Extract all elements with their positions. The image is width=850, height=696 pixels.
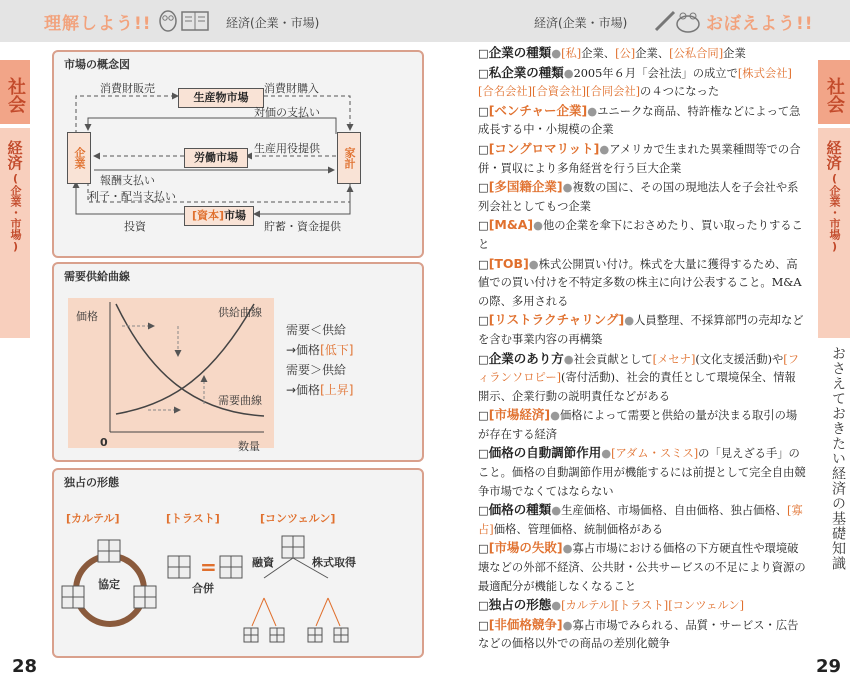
term-list — [478, 44, 806, 654]
left-header-title: 理解しよう!! — [44, 14, 152, 34]
term-item — [478, 178, 806, 216]
checkbox-icon[interactable]: □ — [478, 504, 489, 518]
bullet-icon: ● — [587, 104, 598, 118]
term-title: 独占の形態 — [488, 597, 552, 613]
term-body: 株式公開買い付け。株式を大量に獲得するため、高値での買い付けを不特定多数の株主に向け公表すること。M&Aの際、多用される — [478, 257, 802, 308]
label-labor: 生産用役提供 — [254, 142, 320, 155]
keyword: [コンツェルン] — [668, 599, 745, 613]
term-body: 複数の国に、その国の現地法人を子会社や系列会社としてもつ企業 — [478, 181, 799, 213]
checkbox-icon[interactable]: □ — [478, 181, 489, 195]
term-body: 社会貢献として — [573, 352, 653, 366]
checkbox-icon[interactable]: □ — [478, 542, 489, 556]
keyword: [合名会社] — [478, 85, 533, 99]
term-title: [市場経済] — [488, 407, 551, 423]
keyword: [株式会社] — [737, 66, 792, 80]
term-title: [ベンチャー企業] — [488, 102, 588, 118]
trust-label: [トラスト] — [166, 512, 220, 525]
x-axis-label: 数量 — [238, 440, 260, 453]
label-buy: 消費財購入 — [264, 82, 319, 95]
left-header-subject: 経済(企業・市場) — [226, 16, 320, 30]
right-header-subject: 経済(企業・市場) — [534, 16, 628, 30]
term-title: 企業の種類 — [488, 45, 552, 60]
keyword: [私] — [561, 47, 582, 60]
label-sale: 消費財販売 — [100, 82, 155, 95]
monopoly-title: 独占の形態 — [64, 476, 119, 489]
bullet-icon: ● — [528, 257, 539, 271]
term-title: 企業のあり方 — [488, 350, 564, 366]
bullet-icon: ● — [550, 409, 560, 423]
checkbox-icon[interactable]: □ — [478, 47, 489, 60]
term-body: 生産価格、市場価格、自由価格、独占価格、 — [561, 504, 788, 518]
left-tab-keizai — [0, 128, 30, 338]
term-title: 私企業の種類 — [488, 64, 564, 80]
monopoly-panel — [52, 468, 424, 658]
term-title: [多国籍企業] — [488, 179, 563, 195]
term-item — [478, 216, 806, 254]
market-concept-panel — [52, 50, 424, 258]
term-body: 人員整理、不採算部門の売却などを含む事業内容の再構築 — [478, 314, 804, 346]
keyword: [トラスト] — [614, 599, 669, 613]
label-interest: 利子・配当支払い — [88, 190, 176, 203]
term-body: 企業、 — [635, 47, 670, 60]
rule-line-3: 需要＞供給 — [286, 363, 347, 377]
term-title: [リストラクチャリング] — [488, 312, 625, 328]
keyword: [寡占] — [478, 504, 803, 536]
left-tab-keizai-label: 経済 — [5, 140, 24, 170]
right-tab-shakai: 社会 — [818, 60, 850, 124]
term-item — [478, 501, 806, 539]
konzern-label: [コンツェルン] — [260, 512, 336, 525]
term-item — [478, 255, 806, 312]
term-title: 価格の自動調節作用 — [488, 445, 602, 461]
left-tab-keizai-sub: (企業・市場) — [9, 172, 22, 253]
term-body: の４つになった — [640, 85, 720, 99]
term-title: [コングロマリット] — [488, 140, 600, 156]
market-concept-title: 市場の概念図 — [64, 58, 130, 71]
rule-rise: 上昇 — [324, 383, 349, 397]
bullet-icon: ● — [551, 599, 562, 613]
checkbox-icon[interactable]: □ — [478, 447, 489, 461]
term-title: [非価格競争] — [488, 616, 563, 632]
market-label: 市場 — [224, 209, 247, 222]
term-body: 企業 — [723, 47, 746, 60]
term-body: 2005年６月「会社法」の成立で — [573, 66, 738, 80]
checkbox-icon[interactable]: □ — [478, 409, 489, 423]
keyword: [アダム・スミス] — [611, 447, 699, 461]
rule-fall: 低下 — [324, 343, 349, 357]
yushi-label: 融資 — [252, 556, 274, 569]
label-invest: 投資 — [124, 220, 146, 233]
bullet-icon: ● — [533, 219, 543, 233]
keyword: [合同会社] — [586, 85, 641, 99]
keyword: [公] — [615, 47, 636, 60]
bullet-icon: ● — [551, 47, 562, 60]
product-market-box: 生産物市場 — [178, 88, 264, 108]
rule-line-2: →価格 — [286, 343, 321, 357]
term-body: の「見えざる手」のこと。価格の自動調節作用が機能するには前提として完全自由競争市場でなくてはならない — [478, 447, 806, 498]
right-tab-keizai-label: 経済 — [824, 140, 843, 170]
owl-book-icon — [158, 8, 212, 34]
origin-label: 0 — [100, 436, 108, 449]
checkbox-icon[interactable]: □ — [478, 314, 489, 328]
kabushiki-label: 株式取得 — [312, 556, 356, 569]
supply-curve-label: 供給曲線 — [218, 306, 262, 319]
labor-market-box: 労働市場 — [184, 148, 248, 168]
term-item — [478, 539, 806, 596]
term-title: 価格の種類 — [488, 502, 552, 518]
page-number-left: 28 — [12, 656, 38, 677]
term-title: [市場の失敗] — [488, 540, 563, 556]
term-item — [478, 64, 806, 102]
rule-line-4: →価格 — [286, 383, 321, 397]
keyword: [合資会社] — [532, 85, 587, 99]
term-item — [478, 406, 806, 444]
bullet-icon: ● — [601, 447, 612, 461]
supply-demand-title: 需要供給曲線 — [64, 270, 130, 283]
bullet-icon: ● — [562, 542, 573, 556]
term-body: (寄付活動)、社会的責任として環境保全、情報開示、企業行動の説明責任などがある — [478, 371, 796, 403]
term-item — [478, 444, 806, 501]
bullet-icon: ● — [562, 618, 573, 632]
left-tab-shakai: 社会 — [0, 60, 30, 124]
term-body: アメリカで生まれた異業種間等での合併・買収により多角経営を行う巨大企業 — [478, 142, 801, 175]
rule-line-1: 需要＜供給 — [286, 323, 347, 337]
term-body: 他の企業を傘下におさめたり、買い取ったりすること — [478, 219, 803, 251]
bullet-icon: ● — [563, 66, 574, 80]
demand-curve-label: 需要曲線 — [218, 394, 262, 407]
checkbox-icon[interactable]: □ — [478, 618, 489, 632]
checkbox-icon[interactable]: □ — [478, 352, 489, 366]
label-savings: 貯蓄・資金提供 — [264, 220, 341, 233]
term-body: 寡占市場における価格の下方硬直性や環境破壊などの外部不経済、公共財・公共サービスの不足により資源の最適配分が機能しなくなること — [478, 542, 806, 593]
term-item — [478, 311, 806, 349]
keyword: [メセナ] — [652, 352, 696, 366]
keyword: [公私合同] — [669, 47, 724, 60]
supply-demand-chart — [54, 264, 422, 460]
term-body: 寡占市場でみられる、品質・サービス・広告などの価格以外での商品の差別化競争 — [478, 618, 799, 651]
bullet-icon: ● — [624, 314, 635, 328]
bullet-icon: ● — [551, 504, 562, 518]
right-header-title: おぼえよう!! — [706, 14, 814, 34]
checkbox-icon[interactable]: □ — [478, 257, 489, 271]
kakei-label: 家計 — [343, 147, 356, 169]
term-item — [478, 350, 806, 407]
supply-demand-panel — [52, 262, 424, 462]
term-title: [M&A] — [488, 217, 534, 233]
kigyo-label: 企業 — [73, 147, 86, 169]
term-item — [478, 44, 806, 64]
label-pay: 対価の支払い — [254, 106, 320, 119]
bullet-icon: ● — [599, 142, 610, 156]
checkbox-icon[interactable]: □ — [478, 142, 489, 156]
term-body: ユニークな商品、特許権などによって急成長する中・小規模の企業 — [478, 104, 801, 137]
bullet-icon: ● — [563, 352, 574, 366]
page-number-right: 29 — [816, 656, 842, 677]
right-tab-keizai — [818, 128, 850, 338]
right-tab-keizai-sub: (企業・市場) — [828, 172, 841, 253]
term-item — [478, 140, 806, 178]
keyword: [カルテル] — [561, 599, 615, 613]
price-rule-text: 需要＜供給 →価格[低下] 需要＞供給 →価格[上昇] — [286, 320, 353, 400]
capital-label: 資本 — [197, 209, 219, 222]
svg-text:=: = — [200, 555, 217, 579]
checkbox-icon[interactable]: □ — [478, 104, 489, 118]
pencil-frog-icon — [652, 8, 702, 34]
term-body: (文化支援活動)や — [695, 352, 784, 366]
checkbox-icon[interactable]: □ — [478, 219, 489, 233]
monopoly-diagram — [54, 470, 422, 656]
term-title: [TOB] — [488, 255, 529, 271]
kyotei-label: 協定 — [98, 578, 120, 591]
term-item — [478, 102, 806, 140]
keyword: [フィランソロピー] — [478, 352, 799, 385]
label-wage: 報酬支払い — [100, 174, 155, 187]
term-item — [478, 616, 806, 654]
kigyo-box — [67, 132, 91, 184]
y-axis-label: 価格 — [76, 310, 98, 323]
checkbox-icon[interactable]: □ — [478, 599, 489, 613]
checkbox-icon[interactable]: □ — [478, 66, 489, 80]
term-item — [478, 596, 806, 616]
term-body: 企業、 — [581, 47, 616, 60]
term-body: 価格によって需要と供給の量が決まる取引の場が存在する経済 — [478, 409, 798, 441]
capital-market-box: [資本]市場 — [184, 206, 254, 226]
cartel-label: [カルテル] — [66, 512, 120, 525]
term-body: 価格、管理価格、統制価格がある — [493, 522, 664, 536]
gappei-label: 合併 — [192, 582, 214, 595]
bullet-icon: ● — [562, 181, 573, 195]
vertical-note: おさえておきたい経済の基礎知識 — [830, 346, 846, 571]
kakei-box — [337, 132, 361, 184]
